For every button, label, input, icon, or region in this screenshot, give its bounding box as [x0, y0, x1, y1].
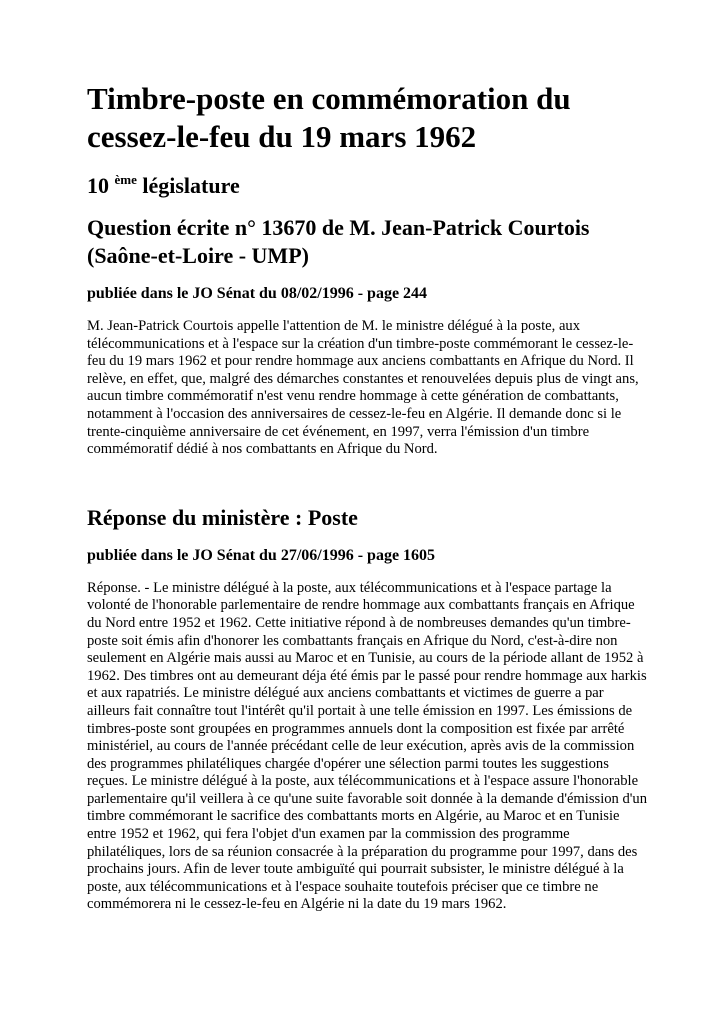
legislature-heading [87, 172, 647, 200]
response-publication-info: publiée dans le JO Sénat du 27/06/1996 - page 1605 [87, 546, 436, 564]
question-text: M. Jean-Patrick Courtois appelle l'attention de M. le ministre délégué à la poste, aux télécommunications et à l'espace sur la création d'un timbre-poste commémorant le cessez-le-feu du 19 mars 1962 et pour rendre hommage aux anciens combattants en Afrique du Nord. Il relève, en effet, que, malgré des démarches constantes et renouvelées depuis plus de vingt ans, aucun timbre commémoratif n'est venu rendre hommage à cette génération de combattants, notamment à l'occasion des anniversaires de cessez-le-feu en Algérie. Il demande donc si le trente-cinquième anniversaire de cet événement, en 1997, verra l'émission d'un timbre commémoratif dédié à nos combattants en Afrique du Nord. [87, 318, 639, 458]
document-title: Timbre-poste en commémoration du cessez-le-feu du 19 mars 1962 [87, 81, 571, 154]
question-title: Question écrite n° 13670 de M. Jean-Patrick Courtois (Saône-et-Loire - UMP) [87, 215, 590, 268]
legislature-number: 10 [87, 173, 109, 198]
document-page [87, 80, 647, 914]
legislature-label: législature [142, 173, 240, 198]
response-title: Réponse du ministère : Poste [87, 504, 358, 530]
legislature-suffix: ème [114, 172, 137, 187]
response-text: Réponse. - Le ministre délégué à la poste, aux télécommunications et à l'espace partage la volonté de l'honorable parlementaire de rendre hommage aux combattants français en Afrique du Nord entre 1952 et 1962. Cette initiative répond à de nombreuses demandes qu'un timbre-poste soit émis afin d'honorer les combattants français en Afrique du Nord, c'est-à-dire non seulement en Algérie mais aussi au Maroc et en Tunisie, au cours de la période allant de 1952 à 1962. Des timbres ont au demeurant déja été émis par le passé pour rendre hommage aux harkis et aux rapatriés. Le ministre délégué aux anciens combattants et victimes de guerre a par ailleurs fait connaître tout l'intérêt qu'il portait à une telle émission en 1997. Les émissions de timbres-poste sont groupées en programmes annuels dont la composition est fixée par arrêté ministériel, au cours de l'année précédant celle de leur exécution, après avis de la commission des programmes philatéliques chargée d'opérer une sélection parmi toutes les suggestions reçues. Le ministre délégué à la poste, aux télécommunications et à l'espace assure l'honorable parlementaire qu'il veillera à ce qu'une suite favorable soit donnée à la demande d'émission d'un timbre commémorant le sacrifice des combattants morts en Algérie, au Maroc et en Tunisie entre 1952 et 1962, qui fera l'objet d'un examen par la commission des programme philatéliques, lors de sa réunion consacrée à la préparation du programme pour 1997, dans des prochains jours. Afin de lever toute ambiguïté qui pourrait subsister, le ministre délégué à la poste, aux télécommunications et à l'espace souhaite toutefois préciser que ce timbre ne commémorera ni le cessez-le-feu en Algérie ni la date du 19 mars 1962. [87, 579, 648, 913]
question-publication-info: publiée dans le JO Sénat du 08/02/1996 - page 244 [87, 285, 428, 302]
